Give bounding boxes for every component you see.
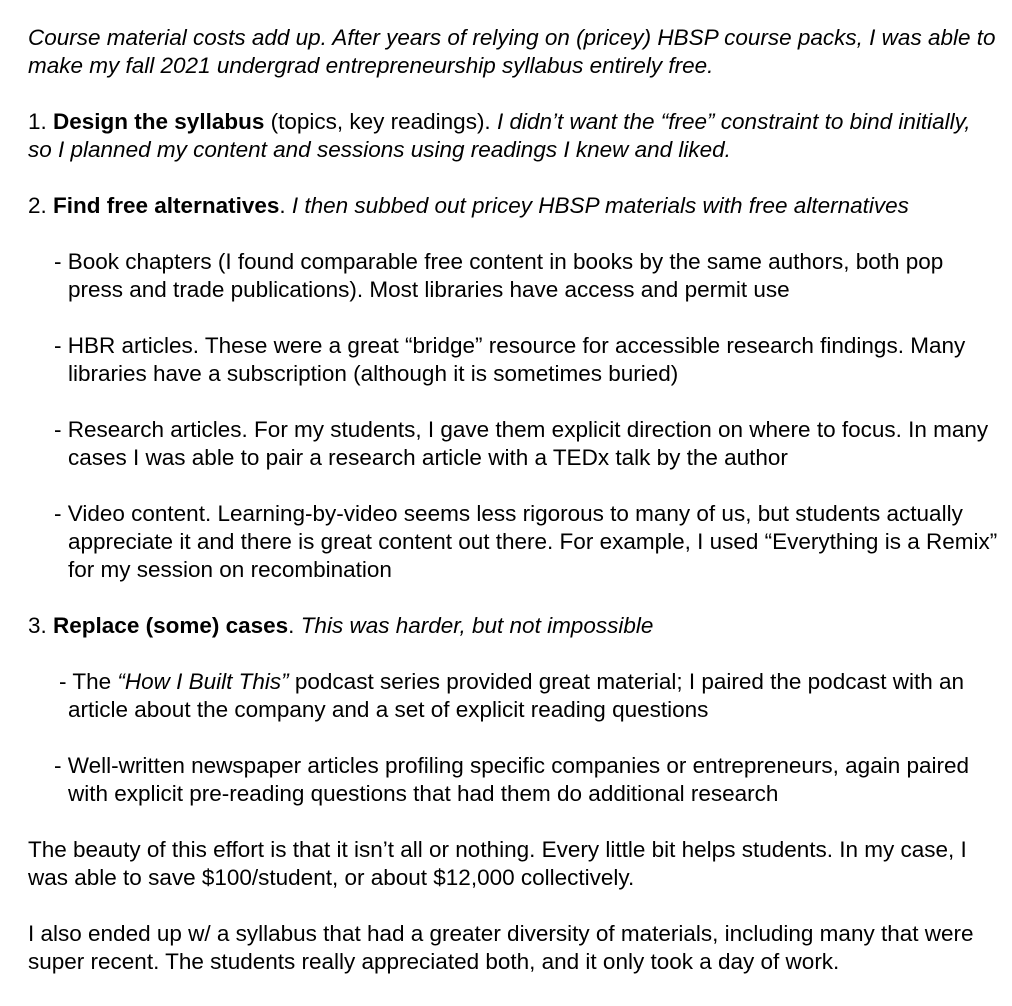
case-item-prefix: - The [59, 669, 118, 694]
step-1-plain: (topics, key readings). [264, 109, 497, 134]
step-1-heading: Design the syllabus [53, 109, 265, 134]
list-item [28, 668, 998, 724]
spacer [28, 164, 998, 192]
step-1-paragraph [28, 108, 998, 164]
step-3-plain: . [288, 613, 301, 638]
closing-paragraph-2: I also ended up w/ a syllabus that had a greater diversity of materials, including many that were super recent. The students really appreciated both, and it only took a day of work. [28, 921, 974, 974]
spacer [28, 892, 998, 920]
step-1-number: 1. [28, 109, 54, 134]
spacer [28, 388, 998, 416]
intro-paragraph [28, 24, 998, 80]
case-item-rest: podcast series provided great material; I paired the podcast with an article about the company and a set of explicit reading questions [68, 669, 965, 722]
step-2-number: 2. [28, 193, 54, 218]
step-2-heading: Find free alternatives [53, 193, 280, 218]
spacer [28, 584, 998, 612]
step-2-plain: . [279, 193, 292, 218]
step-3-number: 3. [28, 613, 54, 638]
list-item: - Video content. Learning-by-video seems less rigorous to many of us, but students actually appreciate it and there is great content out there. For example, I used “Everything is a Remix” for my session on recombination [54, 501, 998, 582]
spacer [28, 724, 998, 752]
document-body [28, 24, 998, 976]
list-item: - Book chapters (I found comparable free content in books by the same authors, both pop press and trade publications). Most libraries have access and permit use [54, 249, 944, 302]
step-3-heading: Replace (some) cases [53, 613, 289, 638]
step-2-paragraph [28, 192, 998, 220]
step-2-italic: I then subbed out pricey HBSP materials with free alternatives [291, 193, 909, 218]
spacer [28, 472, 998, 500]
step-3-paragraph [28, 612, 998, 640]
spacer [28, 808, 998, 836]
spacer [28, 640, 998, 668]
podcast-title: “How I Built This” [117, 669, 289, 694]
spacer [28, 80, 998, 108]
list-item: - Well-written newspaper articles profiling specific companies or entrepreneurs, again paired with explicit pre-reading questions that had them do additional research [54, 753, 970, 806]
step-3-italic: This was harder, but not impossible [300, 613, 654, 638]
step-1-italic: I didn’t want the “free” constraint to bind initially, so I planned my content and sessions using readings I knew and liked. [28, 109, 971, 162]
spacer [28, 304, 998, 332]
closing-paragraph-1: The beauty of this effort is that it isn’t all or nothing. Every little bit helps students. In my case, I was able to save $100/student, or about $12,000 collectively. [28, 837, 967, 890]
list-item: - Research articles. For my students, I gave them explicit direction on where to focus. In many cases I was able to pair a research article with a TEDx talk by the author [54, 417, 989, 470]
spacer [28, 220, 998, 248]
list-item: - HBR articles. These were a great “bridge” resource for accessible research findings. Many libraries have a subscription (although it is sometimes buried) [54, 333, 966, 386]
intro-text: Course material costs add up. After years of relying on (pricey) HBSP course packs, I was able to make my fall 2021 undergrad entrepreneurship syllabus entirely free. [28, 25, 996, 78]
